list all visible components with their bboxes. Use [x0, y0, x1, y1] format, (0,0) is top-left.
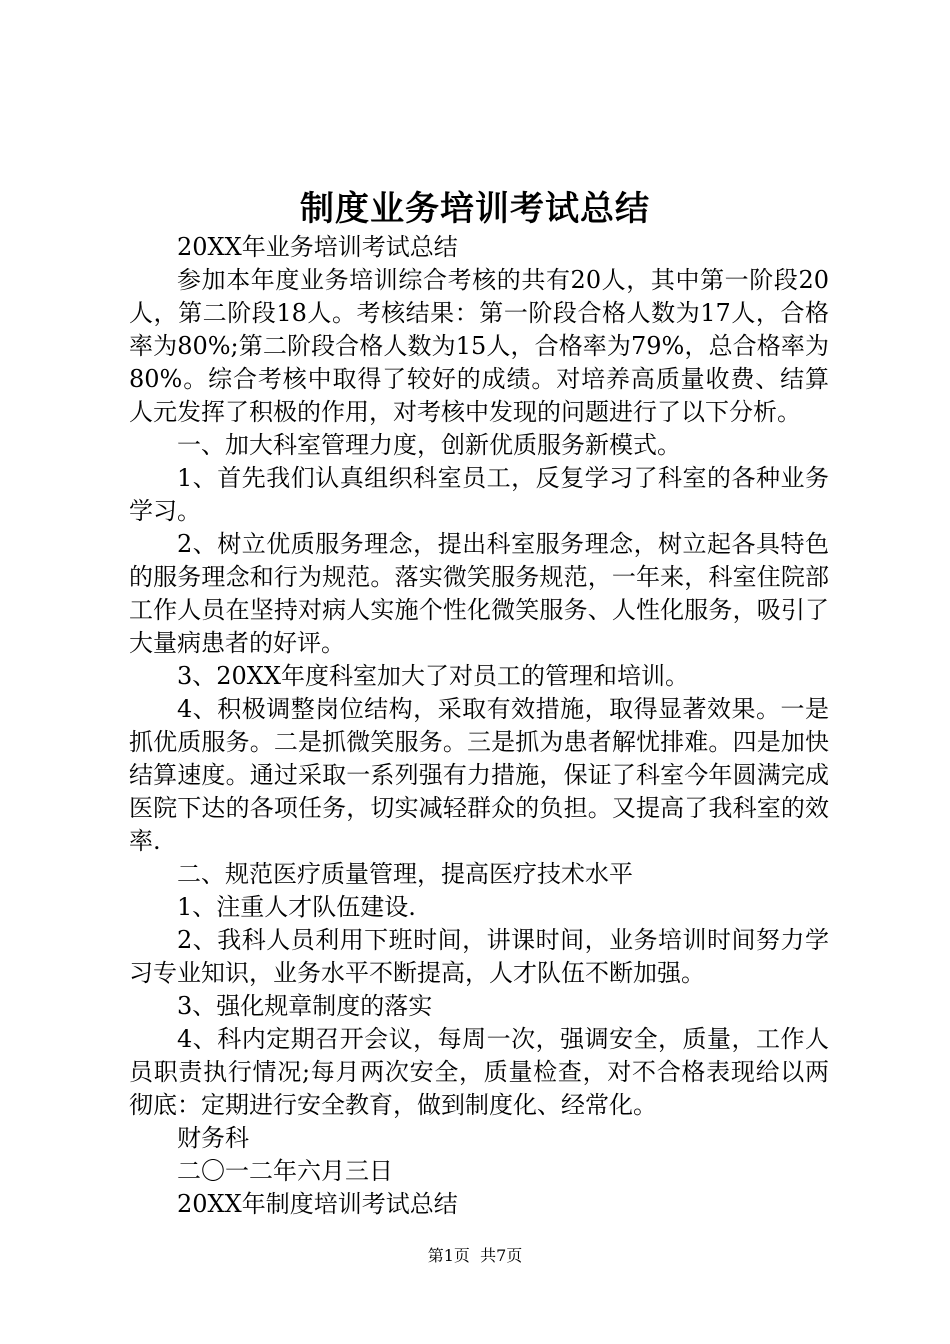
paragraph: 一、加大科室管理力度，创新优质服务新模式。 [177, 431, 681, 459]
signature-date: 二〇一二年六月三日 [177, 1157, 393, 1185]
paragraph: 4、科内定期召开会议，每周一次，强调安全，质量，工作人员职责执行情况;每月两次安全，质量检查，对不合格表现给以两彻底：定期进行安全教育，做到制度化、经常化。 [129, 1025, 829, 1119]
paragraph: 二、规范医疗质量管理，提高医疗技术水平 [177, 860, 633, 888]
paragraph: 3、20XX年度科室加大了对员工的管理和培训。 [177, 662, 689, 690]
paragraph: 4、积极调整岗位结构，采取有效措施，取得显著效果。一是抓优质服务。二是抓微笑服务。三是抓为患者解忧排难。四是加快结算速度。通过采取一系列强有力措施，保证了科室今年圆满完成医院下达的各项任务，切实减轻群众的负担。又提高了我科室的效率. [129, 695, 829, 855]
paragraph: 2、树立优质服务理念，提出科室服务理念，树立起各具特色的服务理念和行为规范。落实微笑服务规范，一年来，科室住院部工作人员在坚持对病人实施个性化微笑服务、人性化服务，吸引了大量病患者的好评。 [129, 530, 829, 657]
document-title: 制度业务培训考试总结 [300, 189, 650, 229]
paragraph: 20XX年业务培训考试总结 [177, 233, 458, 261]
paragraph: 参加本年度业务培训综合考核的共有20人，其中第一阶段20人，第二阶段18人。考核结果：第一阶段合格人数为17人，合格率为80%;第二阶段合格人数为15人，合格率为79%，总合格率为80%。综合考核中取得了较好的成绩。对培养高质量收费、结算人元发挥了积极的作用，对考核中发现的问题进行了以下分析。 [129, 266, 829, 426]
paragraph: 1、注重人才队伍建设. [177, 893, 416, 921]
paragraph: 1、首先我们认真组织科室员工，反复学习了科室的各种业务学习。 [129, 464, 829, 525]
next-section-heading: 20XX年制度培训考试总结 [177, 1190, 458, 1218]
document-body [129, 231, 829, 1221]
paragraph: 2、我科人员利用下班时间，讲课时间，业务培训时间努力学习专业知识，业务水平不断提高，人才队伍不断加强。 [129, 926, 829, 987]
page-number: 第1页 共7页 [427, 1246, 523, 1265]
paragraph: 3、强化规章制度的落实 [177, 992, 433, 1020]
signature-department: 财务科 [177, 1124, 249, 1152]
